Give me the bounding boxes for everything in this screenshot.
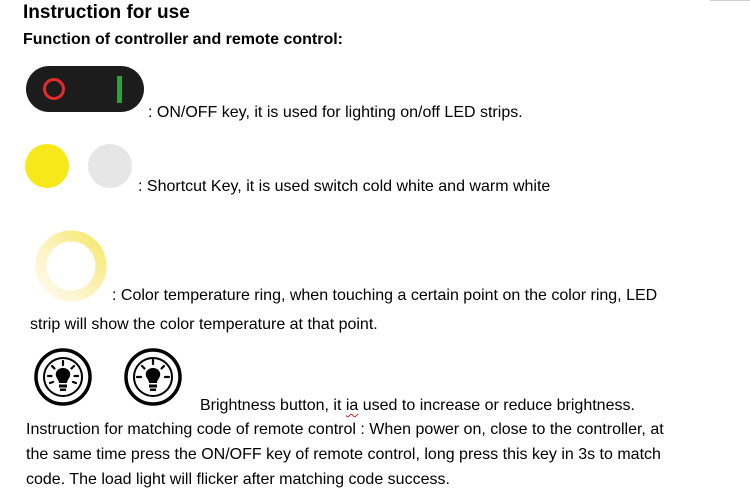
- brightness-buttons-icon: [32, 346, 184, 410]
- brightness-text-after: used to increase or reduce brightness.: [358, 397, 635, 414]
- matching-instruction-line2: the same time press the ON/OFF key of remote control, long press this key in 3s to match: [26, 446, 661, 463]
- brightness-text-typo: ia: [345, 397, 359, 414]
- shortcut-circles-icon: [24, 140, 136, 192]
- color-ring-description-line1: : Color temperature ring, when touching a certain point on the color ring, LED: [112, 287, 658, 304]
- matching-instruction-line3: code. The load light will flicker after matching code success.: [26, 471, 450, 488]
- shortcut-key-description: : Shortcut Key, it is used switch cold white and warm white: [138, 178, 551, 195]
- color-ring-description-line2: strip will show the color temperature at that point.: [30, 316, 378, 333]
- top-right-divider: [710, 0, 750, 1]
- brightness-text-before: Brightness button, it: [200, 397, 346, 414]
- page-title: Instruction for use: [23, 2, 190, 23]
- color-temperature-ring-icon: [33, 228, 109, 304]
- brightness-down-icon: [126, 350, 180, 404]
- brightness-button-description: [200, 397, 635, 415]
- on-off-switch-icon: [25, 64, 147, 116]
- on-off-key-description: : ON/OFF key, it is used for lighting on/off LED strips.: [148, 104, 523, 121]
- section-subtitle: Function of controller and remote control:: [23, 31, 343, 48]
- matching-instruction-line1: Instruction for matching code of remote control : When power on, close to the controller, at: [26, 421, 664, 438]
- brightness-up-icon: [36, 350, 90, 404]
